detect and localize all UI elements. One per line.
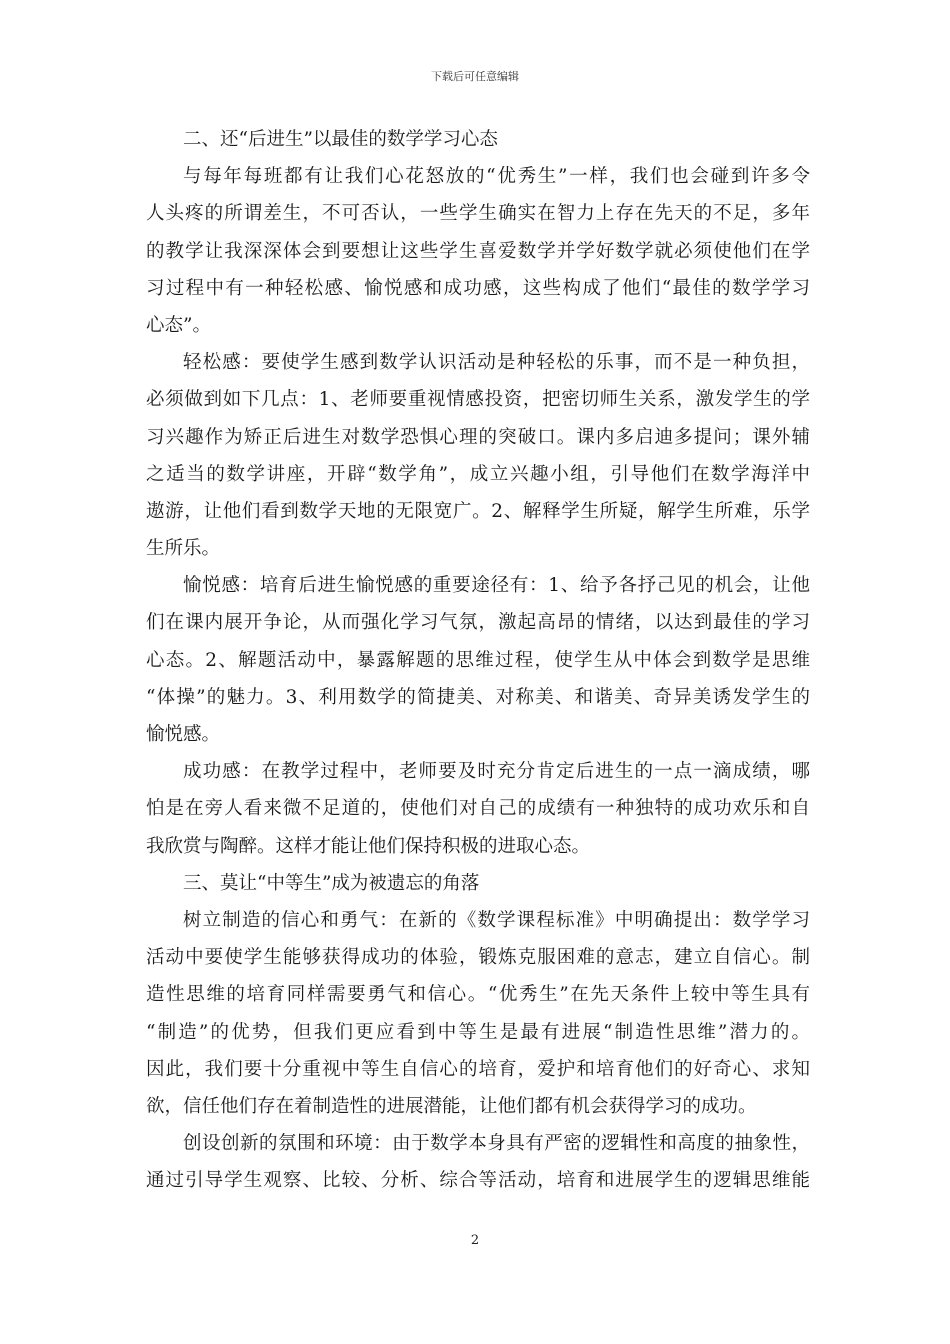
paragraph-line: 生所乐。 [146, 538, 221, 560]
paragraph-line: 习兴趣作为矫正后进生对数学恐惧心理的突破口。课内多启迪多提问；课外辅 [146, 426, 810, 448]
paragraph-line: 遨游，让他们看到数学天地的无限宽广。2、解释学生所疑，解学生所难，乐学 [146, 500, 810, 522]
paragraph-line: 树立制造的信心和勇气：在新的《数学课程标准》中明确提出：数学学习 [183, 909, 810, 931]
paragraph-line: 我欣赏与陶醉。这样才能让他们保持积极的进取心态。 [146, 835, 591, 857]
paragraph-line: 活动中要使学生能够获得成功的体验，锻炼克服困难的意志，建立自信心。制 [146, 947, 810, 969]
paragraph-line: 造性思维的培育同样需要勇气和信心。“优秀生”在先天条件上较中等生具有 [146, 984, 810, 1006]
paragraph-line: 通过引导学生观察、比较、分析、综合等活动，培育和进展学生的逻辑思维能 [146, 1170, 810, 1192]
page-number: 2 [470, 1233, 480, 1248]
section-heading: 三、莫让“中等生”成为被遗忘的角落 [183, 872, 480, 894]
section-heading: 二、还“后进生”以最佳的数学学习心态 [183, 129, 498, 150]
paragraph-line: 的教学让我深深体会到要想让这些学生喜爱数学并学好数学就必须使他们在学 [146, 240, 810, 262]
paragraph-line: 必须做到如下几点：1、老师要重视情感投资，把密切师生关系，激发学生的学 [146, 389, 810, 411]
page-header: 下载后可任意编辑 [431, 70, 519, 83]
paragraph-line: 心态。2、解题活动中，暴露解题的思维过程，使学生从中体会到数学是思维 [146, 649, 810, 671]
paragraph-line: “制造”的优势，但我们更应看到中等生是最有进展“制造性思维”潜力的。 [146, 1021, 810, 1043]
paragraph-line: 成功感：在教学过程中，老师要及时充分肯定后进生的一点一滴成绩，哪 [183, 761, 810, 783]
paragraph-line: 轻松感：要使学生感到数学认识活动是种轻松的乐事，而不是一种负担， [183, 352, 810, 374]
paragraph-line: 心态”。 [146, 314, 211, 336]
paragraph-line: 与每年每班都有让我们心花怒放的“优秀生”一样，我们也会碰到许多令 [183, 166, 810, 188]
paragraph-line: 愉悦感。 [146, 724, 221, 745]
document-body [146, 121, 810, 1199]
paragraph-line: 之适当的数学讲座，开辟“数学角”，成立兴趣小组，引导他们在数学海洋中 [146, 463, 810, 485]
paragraph-line: 怕是在旁人看来微不足道的，使他们对自己的成绩有一种独特的成功欢乐和自 [146, 798, 810, 820]
paragraph-line: “体操”的魅力。3、利用数学的简捷美、对称美、和谐美、奇异美诱发学生的 [146, 686, 810, 708]
paragraph-line: 习过程中有一种轻松感、愉悦感和成功感，这些构成了他们“最佳的数学学习 [146, 277, 810, 299]
paragraph-line: 欲，信任他们存在着制造性的进展潜能，让他们都有机会获得学习的成功。 [146, 1095, 757, 1117]
paragraph-line: 人头疼的所谓差生，不可否认，一些学生确实在智力上存在先天的不足，多年 [146, 203, 810, 225]
paragraph-line: 创设创新的氛围和环境：由于数学本身具有严密的逻辑性和高度的抽象性， [183, 1133, 810, 1155]
paragraph-line: 们在课内展开争论，从而强化学习气氛，激起高昂的情绪，以达到最佳的学习 [146, 612, 810, 634]
paragraph-line: 因此，我们要十分重视中等生自信心的培育，爱护和培育他们的好奇心、求知 [146, 1058, 810, 1080]
paragraph-line: 愉悦感：培育后进生愉悦感的重要途径有：1、给予各抒己见的机会，让他 [183, 575, 810, 597]
